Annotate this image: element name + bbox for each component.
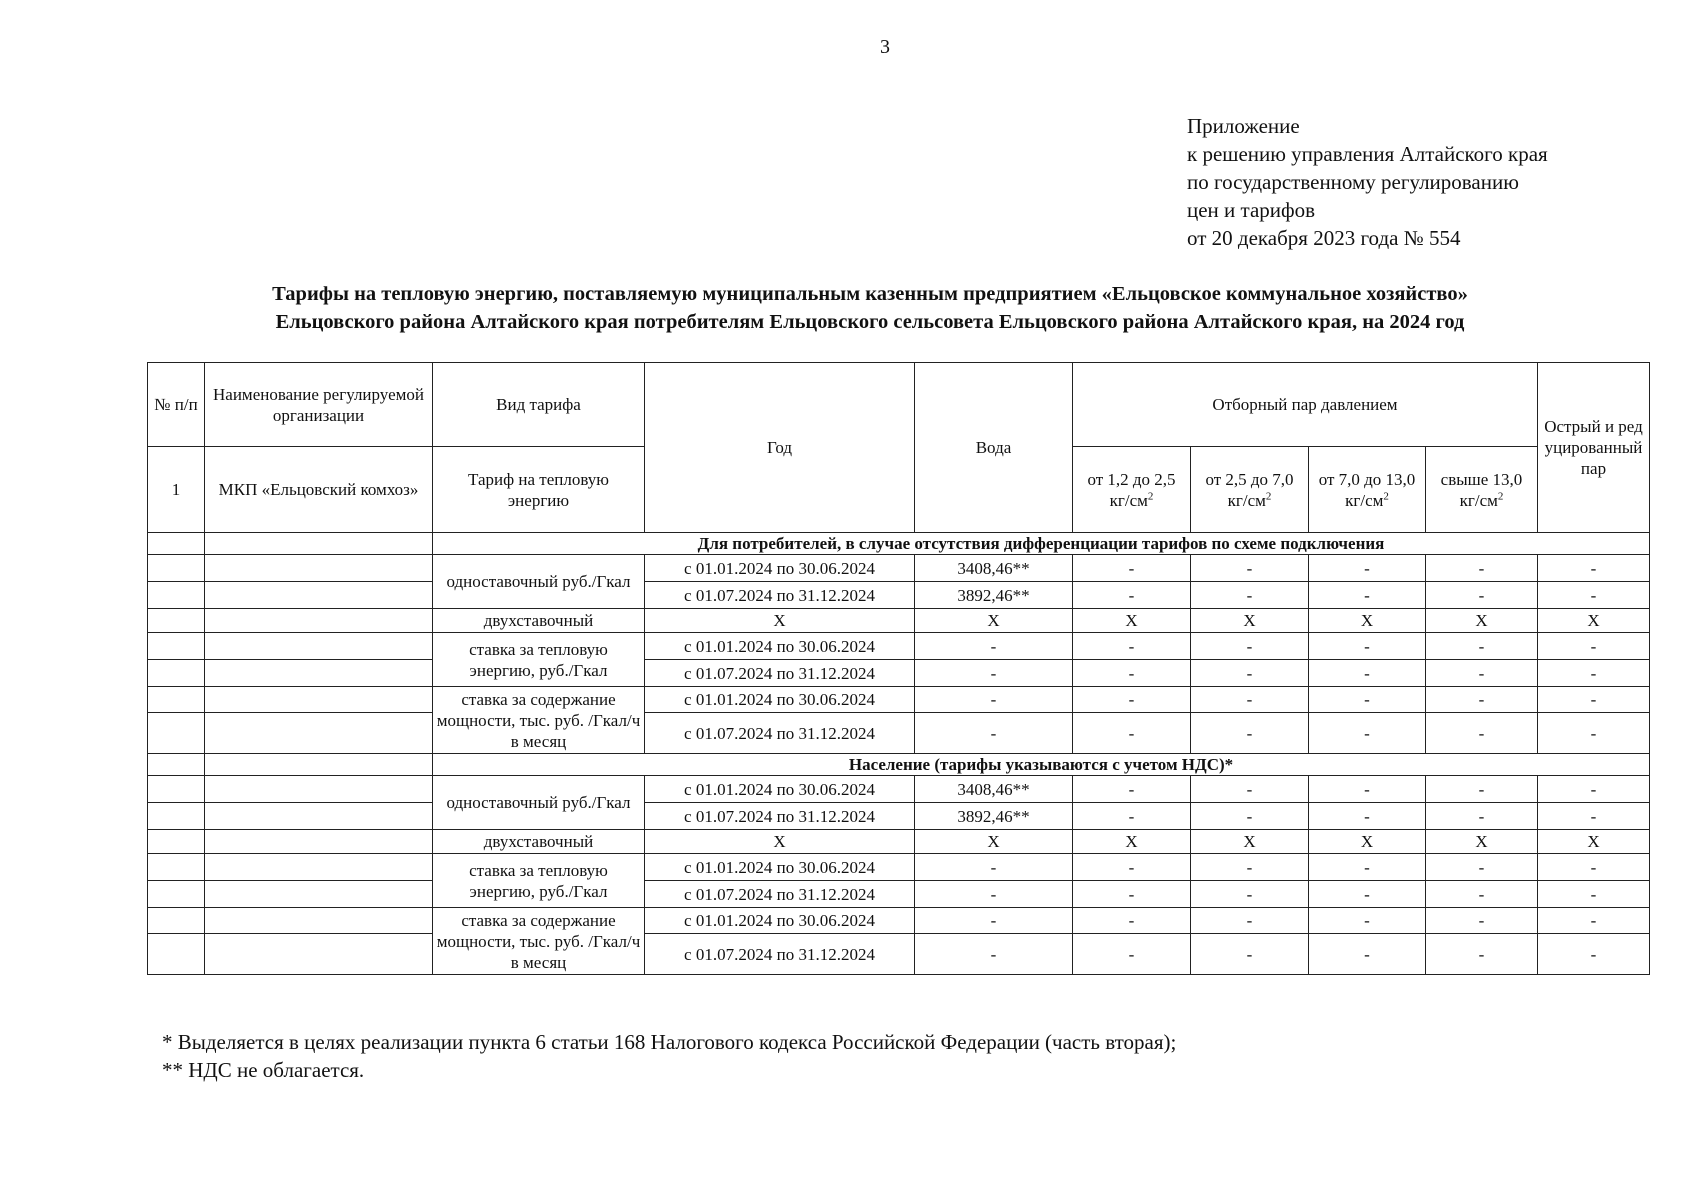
header-pressure-2 [1191, 447, 1309, 533]
superscript: 2 [1497, 489, 1504, 502]
cell-steam-value: - [1309, 776, 1426, 803]
cell-water: - [915, 881, 1073, 908]
appendix-line: Приложение [1187, 114, 1300, 138]
superscript: 2 [1265, 489, 1272, 502]
tariff-kind-label: одноставочный руб./Гкал [433, 776, 645, 830]
org-num: 1 [148, 447, 205, 533]
cell-steam-value: - [1426, 776, 1538, 803]
cell-org-empty [205, 754, 433, 776]
tariff-kind-label: ставка за содержание мощности, тыс. руб. /Гкал/ч в месяц [433, 687, 645, 754]
table-row [148, 687, 1650, 713]
table-row [148, 555, 1650, 582]
cell-org-empty [205, 533, 433, 555]
table-row [148, 854, 1650, 881]
table-row [148, 881, 1650, 908]
superscript: 2 [1147, 489, 1154, 502]
table-row [148, 609, 1650, 633]
cell-steam-value: - [1073, 776, 1191, 803]
cell-steam-value: - [1309, 687, 1426, 713]
cell-steam-value: - [1191, 633, 1309, 660]
org-tariff: Тариф на тепловую энергию [433, 447, 645, 533]
cell-period: с 01.07.2024 по 31.12.2024 [645, 660, 915, 687]
cell-period: с 01.01.2024 по 30.06.2024 [645, 555, 915, 582]
tariff-kind-label: ставка за тепловую энергию, руб./Гкал [433, 633, 645, 687]
cell-steam-value: - [1191, 776, 1309, 803]
cell-steam-value: - [1073, 713, 1191, 754]
cell-water: - [915, 908, 1073, 934]
tariff-kind-label: одноставочный руб./Гкал [433, 555, 645, 609]
cell-num-empty [148, 908, 205, 934]
cell-num-empty [148, 533, 205, 555]
cell-water: 3408,46** [915, 555, 1073, 582]
header-sharp-steam: Острый и редуцированный пар [1538, 363, 1650, 533]
title-line: Ельцовского района Алтайского края потребителям Ельцовского сельсовета Ельцовского района Алтайского края, на 2024 год [275, 311, 1465, 333]
footnote: * Выделяется в целях реализации пункта 6 статьи 168 Налогового кодекса Российской Федерации (часть вторая); [162, 1030, 1177, 1054]
cell-steam-value: - [1426, 660, 1538, 687]
cell-org-empty [205, 660, 433, 687]
cell-period: Х [645, 830, 915, 854]
appendix-line: от 20 декабря 2023 года № 554 [1187, 226, 1461, 250]
table-row [148, 908, 1650, 934]
cell-steam-value: - [1538, 582, 1650, 609]
cell-steam-value: - [1309, 660, 1426, 687]
cell-num-empty [148, 830, 205, 854]
header-org: Наименование регулируемой организации [205, 363, 433, 447]
cell-steam-value: - [1538, 713, 1650, 754]
pressure-label: свыше 13,0 кг/см [1440, 469, 1523, 510]
header-pressure-3 [1309, 447, 1426, 533]
cell-num-empty [148, 881, 205, 908]
cell-steam-value: - [1426, 713, 1538, 754]
cell-steam-value: - [1073, 908, 1191, 934]
cell-steam-value: - [1309, 713, 1426, 754]
cell-steam-value: Х [1538, 609, 1650, 633]
header-tariff-type: Вид тарифа [433, 363, 645, 447]
cell-steam-value: - [1309, 555, 1426, 582]
cell-steam-value: Х [1538, 830, 1650, 854]
cell-org-empty [205, 687, 433, 713]
cell-org-empty [205, 609, 433, 633]
table-row [148, 803, 1650, 830]
section-title: Для потребителей, в случае отсутствия дифференциации тарифов по схеме подключения [433, 533, 1650, 555]
superscript: 2 [1383, 489, 1389, 502]
cell-steam-value: Х [1426, 830, 1538, 854]
table-row [148, 934, 1650, 975]
cell-water: 3892,46** [915, 803, 1073, 830]
cell-org-empty [205, 881, 433, 908]
cell-steam-value: - [1309, 908, 1426, 934]
cell-period: Х [645, 609, 915, 633]
cell-steam-value: - [1309, 633, 1426, 660]
cell-steam-value: Х [1191, 830, 1309, 854]
cell-steam-value: - [1191, 881, 1309, 908]
cell-period: с 01.01.2024 по 30.06.2024 [645, 908, 915, 934]
cell-steam-value: - [1191, 908, 1309, 934]
cell-period: с 01.01.2024 по 30.06.2024 [645, 776, 915, 803]
cell-steam-value: - [1426, 908, 1538, 934]
cell-steam-value: - [1426, 854, 1538, 881]
cell-steam-value: - [1073, 687, 1191, 713]
pressure-label: от 7,0 до 13,0 кг/см [1318, 469, 1416, 510]
header-steam-group: Отборный пар давлением [1073, 363, 1538, 447]
header-year: Год [645, 363, 915, 533]
cell-period: с 01.07.2024 по 31.12.2024 [645, 881, 915, 908]
table-row [148, 533, 1650, 555]
cell-num-empty [148, 934, 205, 975]
cell-steam-value: - [1538, 908, 1650, 934]
cell-steam-value: - [1426, 633, 1538, 660]
cell-water: - [915, 660, 1073, 687]
cell-period: с 01.07.2024 по 31.12.2024 [645, 713, 915, 754]
header-pressure-1 [1073, 447, 1191, 533]
cell-steam-value: - [1191, 582, 1309, 609]
cell-steam-value: - [1191, 854, 1309, 881]
cell-steam-value: - [1538, 776, 1650, 803]
cell-num-empty [148, 776, 205, 803]
cell-period: с 01.01.2024 по 30.06.2024 [645, 854, 915, 881]
cell-steam-value: - [1309, 854, 1426, 881]
cell-steam-value: - [1073, 803, 1191, 830]
cell-steam-value: - [1538, 555, 1650, 582]
appendix-line: к решению управления Алтайского края [1187, 142, 1548, 166]
cell-org-empty [205, 908, 433, 934]
cell-steam-value: - [1426, 582, 1538, 609]
cell-period: с 01.07.2024 по 31.12.2024 [645, 934, 915, 975]
appendix-block [1187, 112, 1548, 252]
cell-steam-value: Х [1073, 609, 1191, 633]
cell-num-empty [148, 854, 205, 881]
cell-steam-value: - [1073, 660, 1191, 687]
footnote: ** НДС не облагается. [162, 1058, 365, 1082]
cell-num-empty [148, 754, 205, 776]
cell-water: - [915, 934, 1073, 975]
cell-steam-value: - [1426, 881, 1538, 908]
header-num: № п/п [148, 363, 205, 447]
cell-steam-value: - [1309, 881, 1426, 908]
tariff-table [147, 362, 1650, 975]
cell-steam-value: Х [1309, 830, 1426, 854]
cell-steam-value: - [1073, 555, 1191, 582]
document-title [150, 280, 1590, 336]
header-water: Вода [915, 363, 1073, 533]
cell-period: с 01.01.2024 по 30.06.2024 [645, 633, 915, 660]
cell-steam-value: - [1538, 854, 1650, 881]
cell-water: 3892,46** [915, 582, 1073, 609]
cell-num-empty [148, 803, 205, 830]
cell-water: Х [915, 609, 1073, 633]
cell-steam-value: Х [1309, 609, 1426, 633]
cell-steam-value: - [1538, 803, 1650, 830]
table-row [148, 660, 1650, 687]
title-line: Тарифы на тепловую энергию, поставляемую муниципальным казенным предприятием «Ельцовское коммунальное хозяйство» [272, 283, 1468, 305]
cell-water: - [915, 854, 1073, 881]
page-number: 3 [880, 36, 890, 58]
cell-steam-value: - [1073, 934, 1191, 975]
cell-steam-value: - [1073, 854, 1191, 881]
cell-org-empty [205, 803, 433, 830]
footnotes [162, 1028, 1176, 1084]
cell-steam-value: - [1538, 660, 1650, 687]
cell-num-empty [148, 660, 205, 687]
cell-num-empty [148, 633, 205, 660]
cell-org-empty [205, 934, 433, 975]
table-row [148, 633, 1650, 660]
table-row [148, 713, 1650, 754]
cell-num-empty [148, 555, 205, 582]
cell-steam-value: - [1309, 803, 1426, 830]
tariff-kind-label: ставка за содержание мощности, тыс. руб. /Гкал/ч в месяц [433, 908, 645, 975]
cell-steam-value: - [1191, 555, 1309, 582]
cell-org-empty [205, 830, 433, 854]
cell-steam-value: - [1191, 803, 1309, 830]
cell-steam-value: - [1538, 934, 1650, 975]
cell-period: с 01.01.2024 по 30.06.2024 [645, 687, 915, 713]
cell-num-empty [148, 609, 205, 633]
cell-steam-value: - [1426, 934, 1538, 975]
cell-steam-value: - [1426, 687, 1538, 713]
cell-org-empty [205, 776, 433, 803]
section-title: Население (тарифы указываются с учетом НДС)* [433, 754, 1650, 776]
cell-steam-value: - [1191, 934, 1309, 975]
cell-water: - [915, 713, 1073, 754]
tariff-kind-label: двухставочный [433, 830, 645, 854]
cell-org-empty [205, 854, 433, 881]
tariff-kind-label: двухставочный [433, 609, 645, 633]
table-row [148, 830, 1650, 854]
cell-steam-value: - [1191, 687, 1309, 713]
cell-org-empty [205, 582, 433, 609]
cell-steam-value: Х [1073, 830, 1191, 854]
cell-num-empty [148, 582, 205, 609]
cell-steam-value: - [1191, 660, 1309, 687]
cell-water: - [915, 687, 1073, 713]
org-name: МКП «Ельцовский комхоз» [205, 447, 433, 533]
cell-steam-value: - [1309, 934, 1426, 975]
cell-steam-value: Х [1426, 609, 1538, 633]
cell-steam-value: - [1073, 633, 1191, 660]
table-row [148, 776, 1650, 803]
cell-steam-value: - [1538, 633, 1650, 660]
table-row [148, 582, 1650, 609]
cell-org-empty [205, 633, 433, 660]
cell-steam-value: - [1426, 803, 1538, 830]
cell-water: 3408,46** [915, 776, 1073, 803]
cell-steam-value: Х [1191, 609, 1309, 633]
cell-steam-value: - [1309, 582, 1426, 609]
pressure-label: от 2,5 до 7,0 кг/см [1205, 469, 1294, 510]
header-pressure-4 [1426, 447, 1538, 533]
cell-period: с 01.07.2024 по 31.12.2024 [645, 803, 915, 830]
cell-steam-value: - [1538, 881, 1650, 908]
cell-steam-value: - [1426, 555, 1538, 582]
appendix-line: по государственному регулированию [1187, 170, 1519, 194]
cell-org-empty [205, 555, 433, 582]
table-row [148, 754, 1650, 776]
cell-steam-value: - [1073, 582, 1191, 609]
appendix-line: цен и тарифов [1187, 198, 1316, 222]
cell-steam-value: - [1073, 881, 1191, 908]
cell-steam-value: - [1191, 713, 1309, 754]
cell-period: с 01.07.2024 по 31.12.2024 [645, 582, 915, 609]
tariff-kind-label: ставка за тепловую энергию, руб./Гкал [433, 854, 645, 908]
cell-water: - [915, 633, 1073, 660]
cell-num-empty [148, 713, 205, 754]
cell-steam-value: - [1538, 687, 1650, 713]
cell-water: Х [915, 830, 1073, 854]
cell-num-empty [148, 687, 205, 713]
cell-org-empty [205, 713, 433, 754]
pressure-label: от 1,2 до 2,5 кг/см [1087, 469, 1176, 510]
